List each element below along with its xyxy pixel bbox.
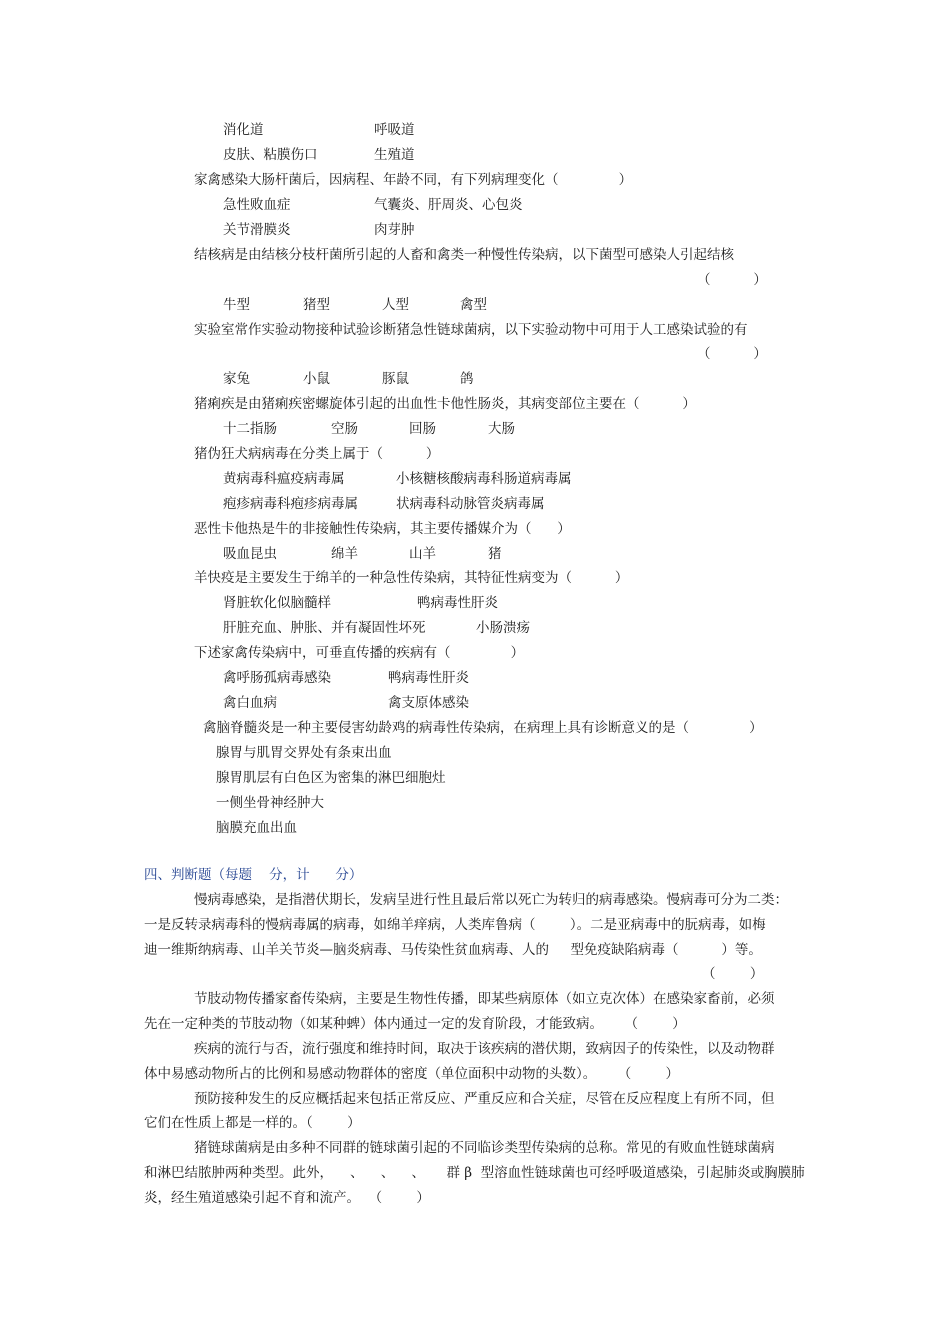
paragraph-line: 一是反转录病毒科的慢病毒属的病毒，如绵羊痒病，人类库鲁病（ ）。二是亚病毒中的朊病毒，如梅 — [144, 917, 766, 933]
answer-paren: （ ） — [697, 346, 767, 362]
option: 空肠 — [331, 421, 358, 437]
option: 猪 — [488, 546, 502, 562]
option: 急性败血症 — [223, 197, 291, 213]
paragraph-line: 猪链球菌病是由多种不同群的链球菌引起的不同临诊类型传染病的总称。常见的有败血性链球菌病 — [194, 1140, 775, 1156]
question-stem: 猪伪狂犬病病毒在分类上属于（ ） — [194, 446, 440, 462]
paragraph-line: 炎，经生殖道感染引起不育和流产。 （ ） — [144, 1190, 430, 1206]
question-stem: 羊快疫是主要发生于绵羊的一种急性传染病，其特征性病变为（ ） — [194, 570, 629, 586]
option: 脑膜充血出血 — [216, 820, 297, 836]
option: 气囊炎、肝周炎、心包炎 — [374, 197, 523, 213]
paragraph-line: 疾病的流行与否，流行强度和维持时间，取决于该疾病的潜伏期，致病因子的传染性，以及动物群 — [194, 1041, 775, 1057]
option: 一侧坐骨神经肿大 — [216, 795, 324, 811]
option: 疱疹病毒科疱疹病毒属 — [223, 496, 358, 512]
question-stem: 恶性卡他热是牛的非接触性传染病，其主要传播媒介为（ ） — [194, 521, 571, 537]
paragraph-line: 体中易感动物所占的比例和易感动物群体的密度（单位面积中动物的头数）。 （ ） — [144, 1066, 680, 1082]
option: 豚鼠 — [382, 371, 409, 387]
paragraph-line: 节肢动物传播家畜传染病，主要是生物性传播，即某些病原体（如立克次体）在感染家畜前，必须 — [194, 991, 775, 1007]
option: 小鼠 — [303, 371, 330, 387]
option: 家兔 — [223, 371, 250, 387]
option: 肾脏软化似脑髓样 — [223, 595, 331, 611]
option: 黄病毒科瘟疫病毒属 — [223, 471, 345, 487]
option: 回肠 — [409, 421, 436, 437]
option: 肉芽肿 — [374, 222, 415, 238]
option: 小核糖核酸病毒科肠道病毒属 — [396, 471, 572, 487]
option: 牛型 — [223, 297, 250, 313]
option: 绵羊 — [331, 546, 358, 562]
answer-paren: （ ） — [697, 272, 767, 288]
option: 禽白血病 — [223, 695, 277, 711]
option: 禽支原体感染 — [388, 695, 469, 711]
option: 山羊 — [409, 546, 436, 562]
option: 皮肤、粘膜伤口 — [223, 147, 318, 163]
option: 大肠 — [488, 421, 515, 437]
option: 生殖道 — [374, 147, 415, 163]
question-stem: 结核病是由结核分枝杆菌所引起的人畜和禽类一种慢性传染病，以下菌型可感染人引起结核 — [194, 247, 734, 263]
paragraph-line: 先在一定种类的节肢动物（如某种蜱）体内通过一定的发育阶段，才能致病。 （ ） — [144, 1016, 686, 1032]
option: 吸血昆虫 — [223, 546, 277, 562]
paragraph-line: 迪一维斯纳病毒、山羊关节炎—脑炎病毒、马传染性贫血病毒、人的 型免疫缺陷病毒（ ）等。 — [144, 942, 762, 958]
question-stem: 猪痢疾是由猪痢疾密螺旋体引起的出血性卡他性肠炎，其病变部位主要在（ ） — [194, 396, 696, 412]
paragraph-line: 它们在性质上都是一样的。（ ） — [144, 1115, 361, 1131]
question-stem: 实验室常作实验动物接种试验诊断猪急性链球菌病，以下实验动物中可用于人工感染试验的有 — [194, 322, 748, 338]
paragraph-line: 慢病毒感染，是指潜伏期长，发病呈进行性且最后常以死亡为转归的病毒感染。慢病毒可分为二类： — [194, 892, 788, 908]
question-stem: 禽脑脊髓炎是一种主要侵害幼龄鸡的病毒性传染病，在病理上具有诊断意义的是（ ） — [203, 720, 763, 736]
question-stem: 下述家禽传染病中，可垂直传播的疾病有（ ） — [194, 645, 525, 661]
option: 关节滑膜炎 — [223, 222, 291, 238]
paragraph-line: 预防接种发生的反应概括起来包括正常反应、严重反应和合关症，尽管在反应程度上有所不同，但 — [194, 1091, 775, 1107]
option: 猪型 — [303, 297, 330, 313]
option: 鸽 — [460, 371, 474, 387]
option: 禽呼肠孤病毒感染 — [223, 670, 331, 686]
option: 腺胃肌层有白色区为密集的淋巴细胞灶 — [216, 770, 446, 786]
option: 人型 — [382, 297, 409, 313]
option: 十二指肠 — [223, 421, 277, 437]
paragraph-line: 和淋巴结脓肿两种类型。此外， 、 、 、 群 β 型溶血性链球菌也可经呼吸道感染，引起肺炎或胸膜肺 — [144, 1165, 805, 1181]
question-stem: 家禽感染大肠杆菌后，因病程、年龄不同，有下列病理变化（ ） — [194, 172, 633, 188]
option: 小肠溃疡 — [476, 620, 530, 636]
option: 鸭病毒性肝炎 — [388, 670, 469, 686]
option: 腺胃与肌胃交界处有条束出血 — [216, 745, 392, 761]
option: 肝脏充血、肿胀、并有凝固性坏死 — [223, 620, 426, 636]
option: 禽型 — [460, 297, 487, 313]
option: 消化道 — [223, 122, 264, 138]
section-heading: 四、判断题（每题 分，计 分） — [144, 867, 363, 883]
option: 鸭病毒性肝炎 — [417, 595, 498, 611]
answer-paren: （ ） — [702, 966, 764, 982]
option: 呼吸道 — [374, 122, 415, 138]
option: 状病毒科动脉管炎病毒属 — [396, 496, 545, 512]
